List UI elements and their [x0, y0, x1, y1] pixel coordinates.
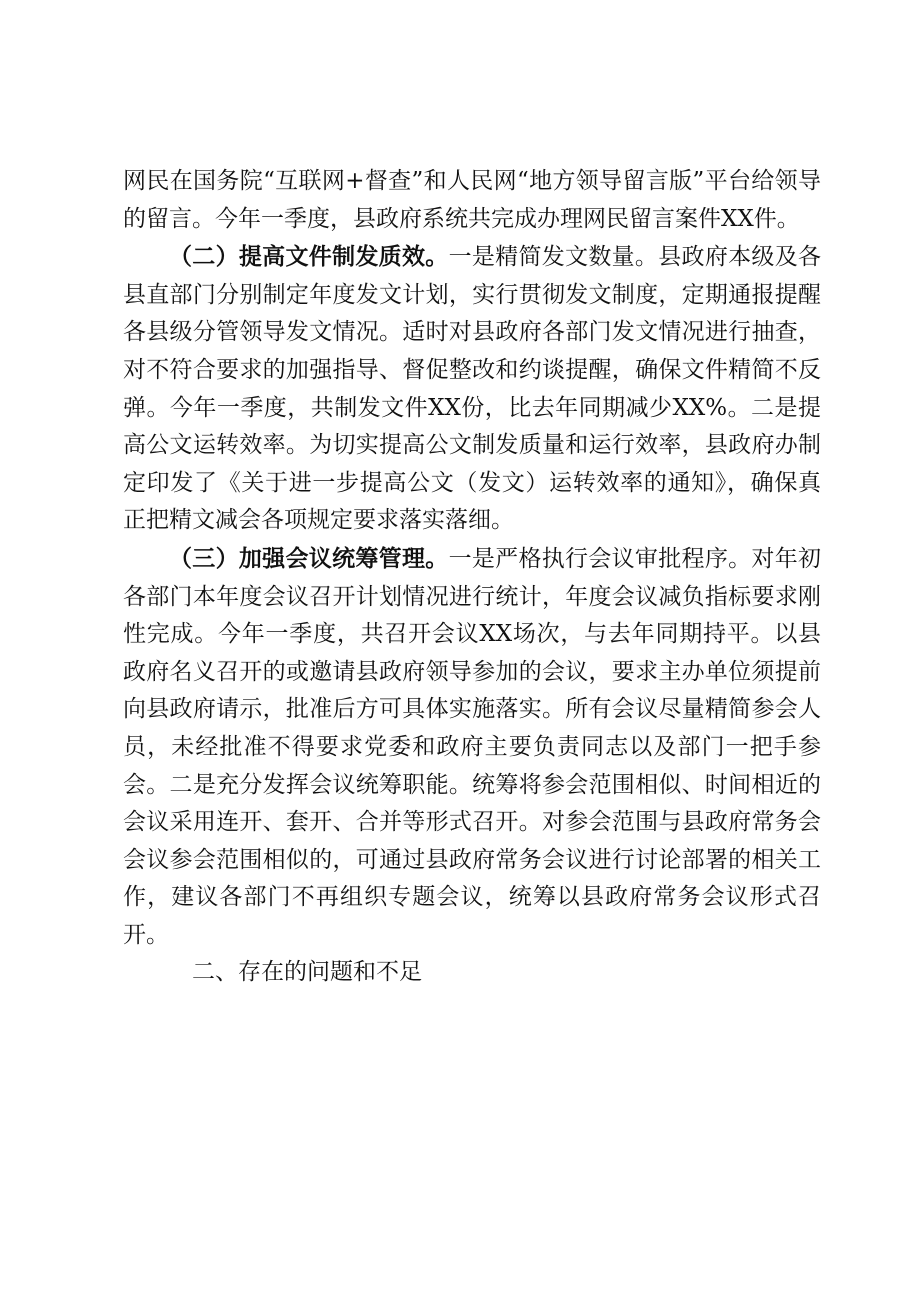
paragraph-text: 网民在国务院“互联网+督查”和人民网“地方领导留言版”平台给领导的留言。今年一季度，县政府系统共完成办理网民留言案件XX件。	[123, 168, 821, 232]
section-heading: 二、存在的问题和不足	[192, 959, 422, 986]
paragraph-lead-heading: （二）提高文件制发质效。	[169, 243, 449, 271]
paragraph-text: 一是精简发文数量。县政府本级及各县直部门分别制定年度发文计划，实行贯彻发文制度，定期通报提醒各县级分管领导发文情况。适时对县政府各部门发文情况进行抽查，对不符合要求的加强指导、督促整改和约谈提醒，确保文件精简不反弹。今年一季度，共制发文件XX份，比去年同期减少XX%。二是提高公文运转效率。为切实提高公文制发质量和运行效率，县政府办制定印发了《关于进一步提高公文（发文）运转效率的通知》，确保真正把精文减会各项规定要求落实落细。	[123, 244, 822, 534]
document-body	[123, 163, 821, 992]
paragraph-lead-heading: （三）加强会议统筹管理。	[169, 544, 449, 572]
paragraph-netizen-messages	[123, 163, 821, 238]
paragraph-meeting-management	[123, 540, 821, 955]
paragraph-text: 一是严格执行会议审批程序。对年初各部门本年度会议召开计划情况进行统计，年度会议减负指标要求刚性完成。今年一季度，共召开会议XX场次，与去年同期持平。以县政府名义召开的或邀请县政府领导参加的会议，要求主办单位须提前向县政府请示，批准后方可具体实施落实。所有会议尽量精简参会人员，未经批准不得要求党委和政府主要负责同志以及部门一把手参会。二是充分发挥会议统筹职能。统筹将参会范围相似、时间相近的会议采用连开、套开、合并等形式召开。对参会范围与县政府常务会会议参会范围相似的，可通过县政府常务会议进行讨论部署的相关工作，建议各部门不再组织专题会议，统筹以县政府常务会议形式召开。	[123, 545, 822, 948]
paragraph-document-efficiency	[123, 238, 821, 540]
